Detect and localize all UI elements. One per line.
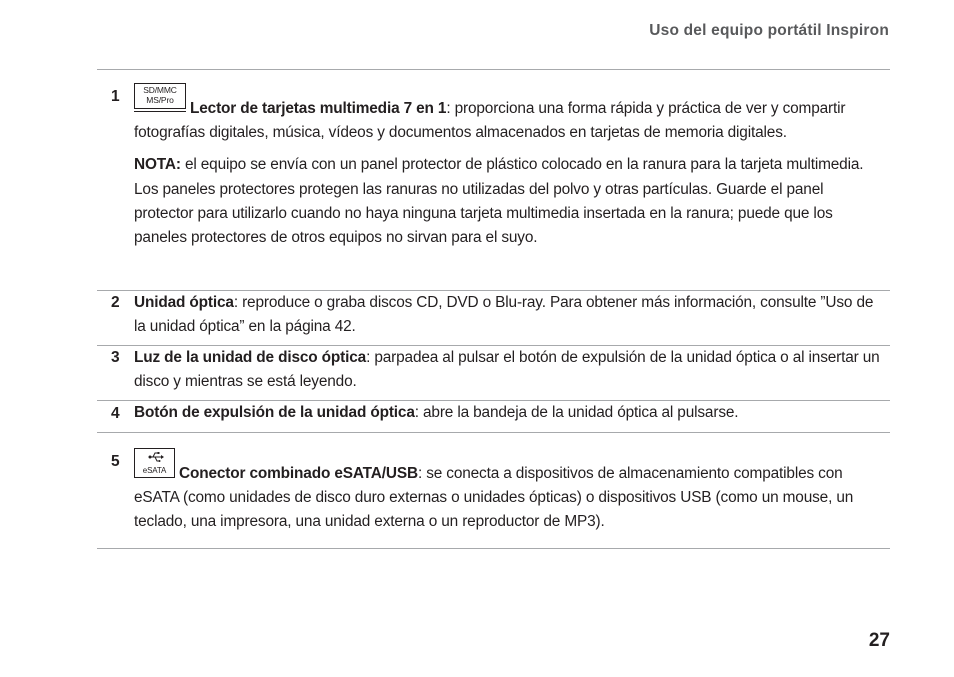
- item-description: : parpadea al pulsar el botón de expulsión de la unidad óptica o al insertar un disco y mientras se está leyendo.: [134, 349, 880, 391]
- item-number: 5: [111, 453, 120, 470]
- item-title: Conector combinado eSATA/USB: [179, 465, 418, 482]
- item-title: Lector de tarjetas multimedia 7 en 1: [190, 100, 447, 117]
- icon-text-line-1: SD/MMC: [143, 85, 177, 95]
- item-title: Botón de expulsión de la unidad óptica: [134, 404, 415, 421]
- item-content: [134, 433, 886, 535]
- features-table: [97, 69, 890, 549]
- item-description: : proporciona una forma rápida y práctica de ver y compartir fotografías digitales, música, vídeos y documentos almacenados en tarjetas de memoria digitales.: [134, 100, 846, 142]
- item-number: 2: [111, 294, 120, 311]
- icon-underline: [134, 109, 186, 112]
- item-content: [134, 401, 886, 425]
- item-description: : se conecta a dispositivos de almacenamiento compatibles con eSATA (como unidades de disco duro externas o unidades ópticas) o dispositivos USB (como un mouse, un teclado, una impresora, una unidad externa o un reproductor de MP3).: [134, 465, 854, 531]
- icon-text-line-2: MS/Pro: [146, 95, 174, 105]
- usb-symbol-icon: [148, 451, 164, 463]
- item-content: [134, 291, 886, 339]
- icon-text: eSATA: [142, 466, 167, 475]
- table-row: [97, 291, 890, 346]
- table-row: [97, 433, 890, 549]
- running-header: Uso del equipo portátil Inspiron: [649, 22, 889, 39]
- table-row: [97, 346, 890, 401]
- item-number: 4: [111, 405, 120, 422]
- item-number: 1: [111, 88, 120, 105]
- item-content: [134, 70, 886, 250]
- note-text: el equipo se envía con un panel protector de plástico colocado en la ranura para la tarjeta multimedia. Los paneles protectores protegen las ranuras no utilizadas del polvo y otras partículas. Guarde el panel protector para utilizarlo cuando no haya ninguna tarjeta multimedia insertada en la ranura; puede que los paneles protectores de otros equipos no sirvan para el suyo.: [134, 156, 864, 247]
- item-description: : abre la bandeja de la unidad óptica al pulsarse.: [414, 404, 739, 421]
- item-number: 3: [111, 349, 120, 366]
- page-number: 27: [868, 630, 890, 651]
- usb-esata-icon: [134, 448, 175, 478]
- sd-mmc-ms-pro-icon: [134, 83, 186, 109]
- item-title: Luz de la unidad de disco óptica: [134, 349, 367, 366]
- item-content: [134, 346, 886, 394]
- item-description: : reproduce o graba discos CD, DVD o Blu-ray. Para obtener más información, consulte ”Uso de la unidad óptica” en la página 42.: [134, 294, 874, 336]
- table-row: [97, 401, 890, 433]
- table-row: [97, 70, 890, 291]
- note-label: NOTA:: [134, 156, 181, 174]
- item-title: Unidad óptica: [134, 294, 234, 311]
